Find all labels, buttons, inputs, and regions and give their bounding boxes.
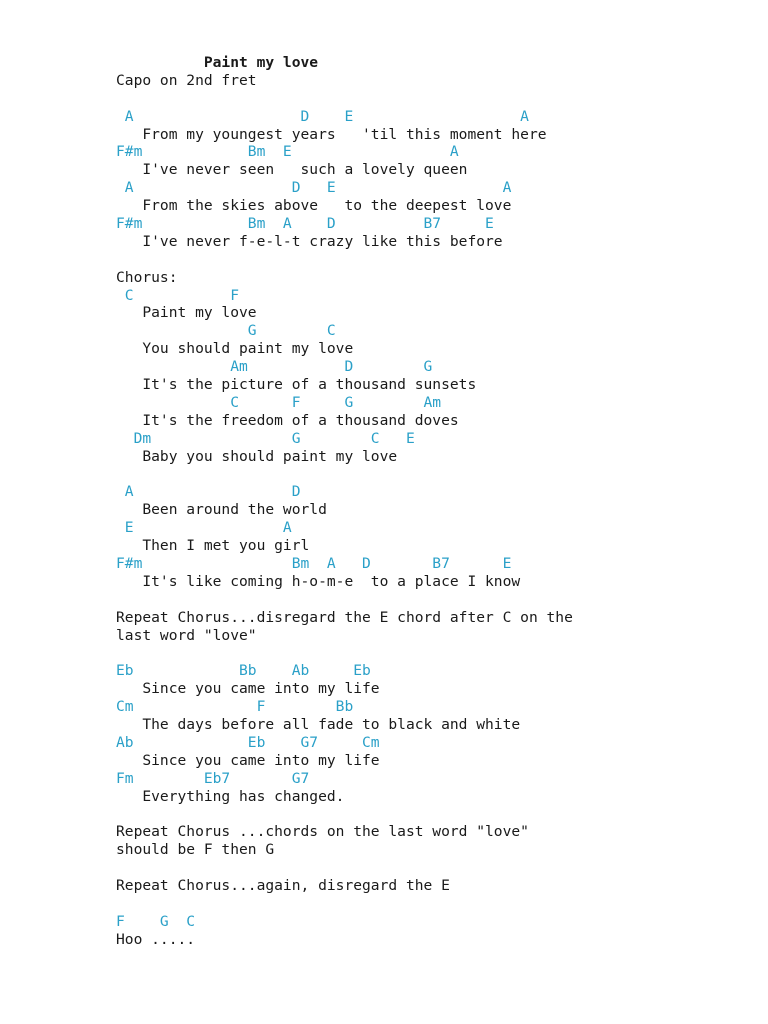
lyric-line: Been around the world [116,501,327,519]
chord-line: A D E A [116,179,512,197]
lyric-line: should be F then G [116,841,275,859]
chord-line: F#m Bm E A [116,143,459,161]
lyric-line: Capo on 2nd fret [116,71,257,89]
chord-line: F G C [116,912,196,930]
song-title: Paint my love [116,54,319,71]
chord-line: E A [116,519,292,537]
lyric-line: last word "love" [116,626,257,644]
lyric-line: Since you came into my life [116,680,380,698]
chord-line: Cm F Bb [116,698,354,716]
chord-line: F#m Bm A D B7 E [116,215,494,233]
chord-sheet [116,54,573,949]
lyric-line: Repeat Chorus...again, disregard the E [116,876,450,894]
chord-line: C F [116,286,240,304]
blank-line [116,465,573,483]
lyric-line: Paint my love [116,304,257,322]
chord-line: G C [116,322,336,340]
lyric-line: Hoo ..... [116,930,196,948]
lyric-line: Repeat Chorus ...chords on the last word "love" [116,823,529,841]
lyric-line: From my youngest years 'til this moment here [116,125,547,143]
lyric-line: Baby you should paint my love [116,447,398,465]
lyric-line: Everything has changed. [116,787,345,805]
lyric-line: The days before all fade to black and white [116,715,521,733]
lyric-line: Chorus: [116,268,178,286]
lyric-line: Repeat Chorus...disregard the E chord after C on the [116,608,573,626]
blank-line [116,644,573,662]
lyric-line: Then I met you girl [116,537,310,555]
chord-line: C F G Am [116,393,442,411]
lyric-line: It's the freedom of a thousand doves [116,411,459,429]
lyric-line: I've never seen such a lovely queen [116,161,468,179]
lyric-line: It's the picture of a thousand sunsets [116,376,477,394]
sheet-lines [116,54,573,949]
lyric-line: From the skies above to the deepest love [116,197,512,215]
blank-line [116,591,573,609]
lyric-line: You should paint my love [116,340,354,358]
chord-line: Fm Eb7 G7 [116,769,310,787]
blank-line [116,251,573,269]
chord-line: F#m Bm A D B7 E [116,554,512,572]
lyric-line: It's like coming h-o-m-e to a place I know [116,572,521,590]
blank-line [116,90,573,108]
blank-line [116,859,573,877]
chord-line: Eb Bb Ab Eb [116,662,371,680]
blank-line [116,805,573,823]
lyric-line: I've never f-e-l-t crazy like this before [116,232,503,250]
lyric-line: Since you came into my life [116,751,380,769]
blank-line [116,895,573,913]
chord-line: Am D G [116,358,433,376]
chord-line: A D [116,483,301,501]
chord-line: A D E A [116,107,529,125]
chord-line: Ab Eb G7 Cm [116,733,380,751]
chord-line: Dm G C E [116,429,415,447]
